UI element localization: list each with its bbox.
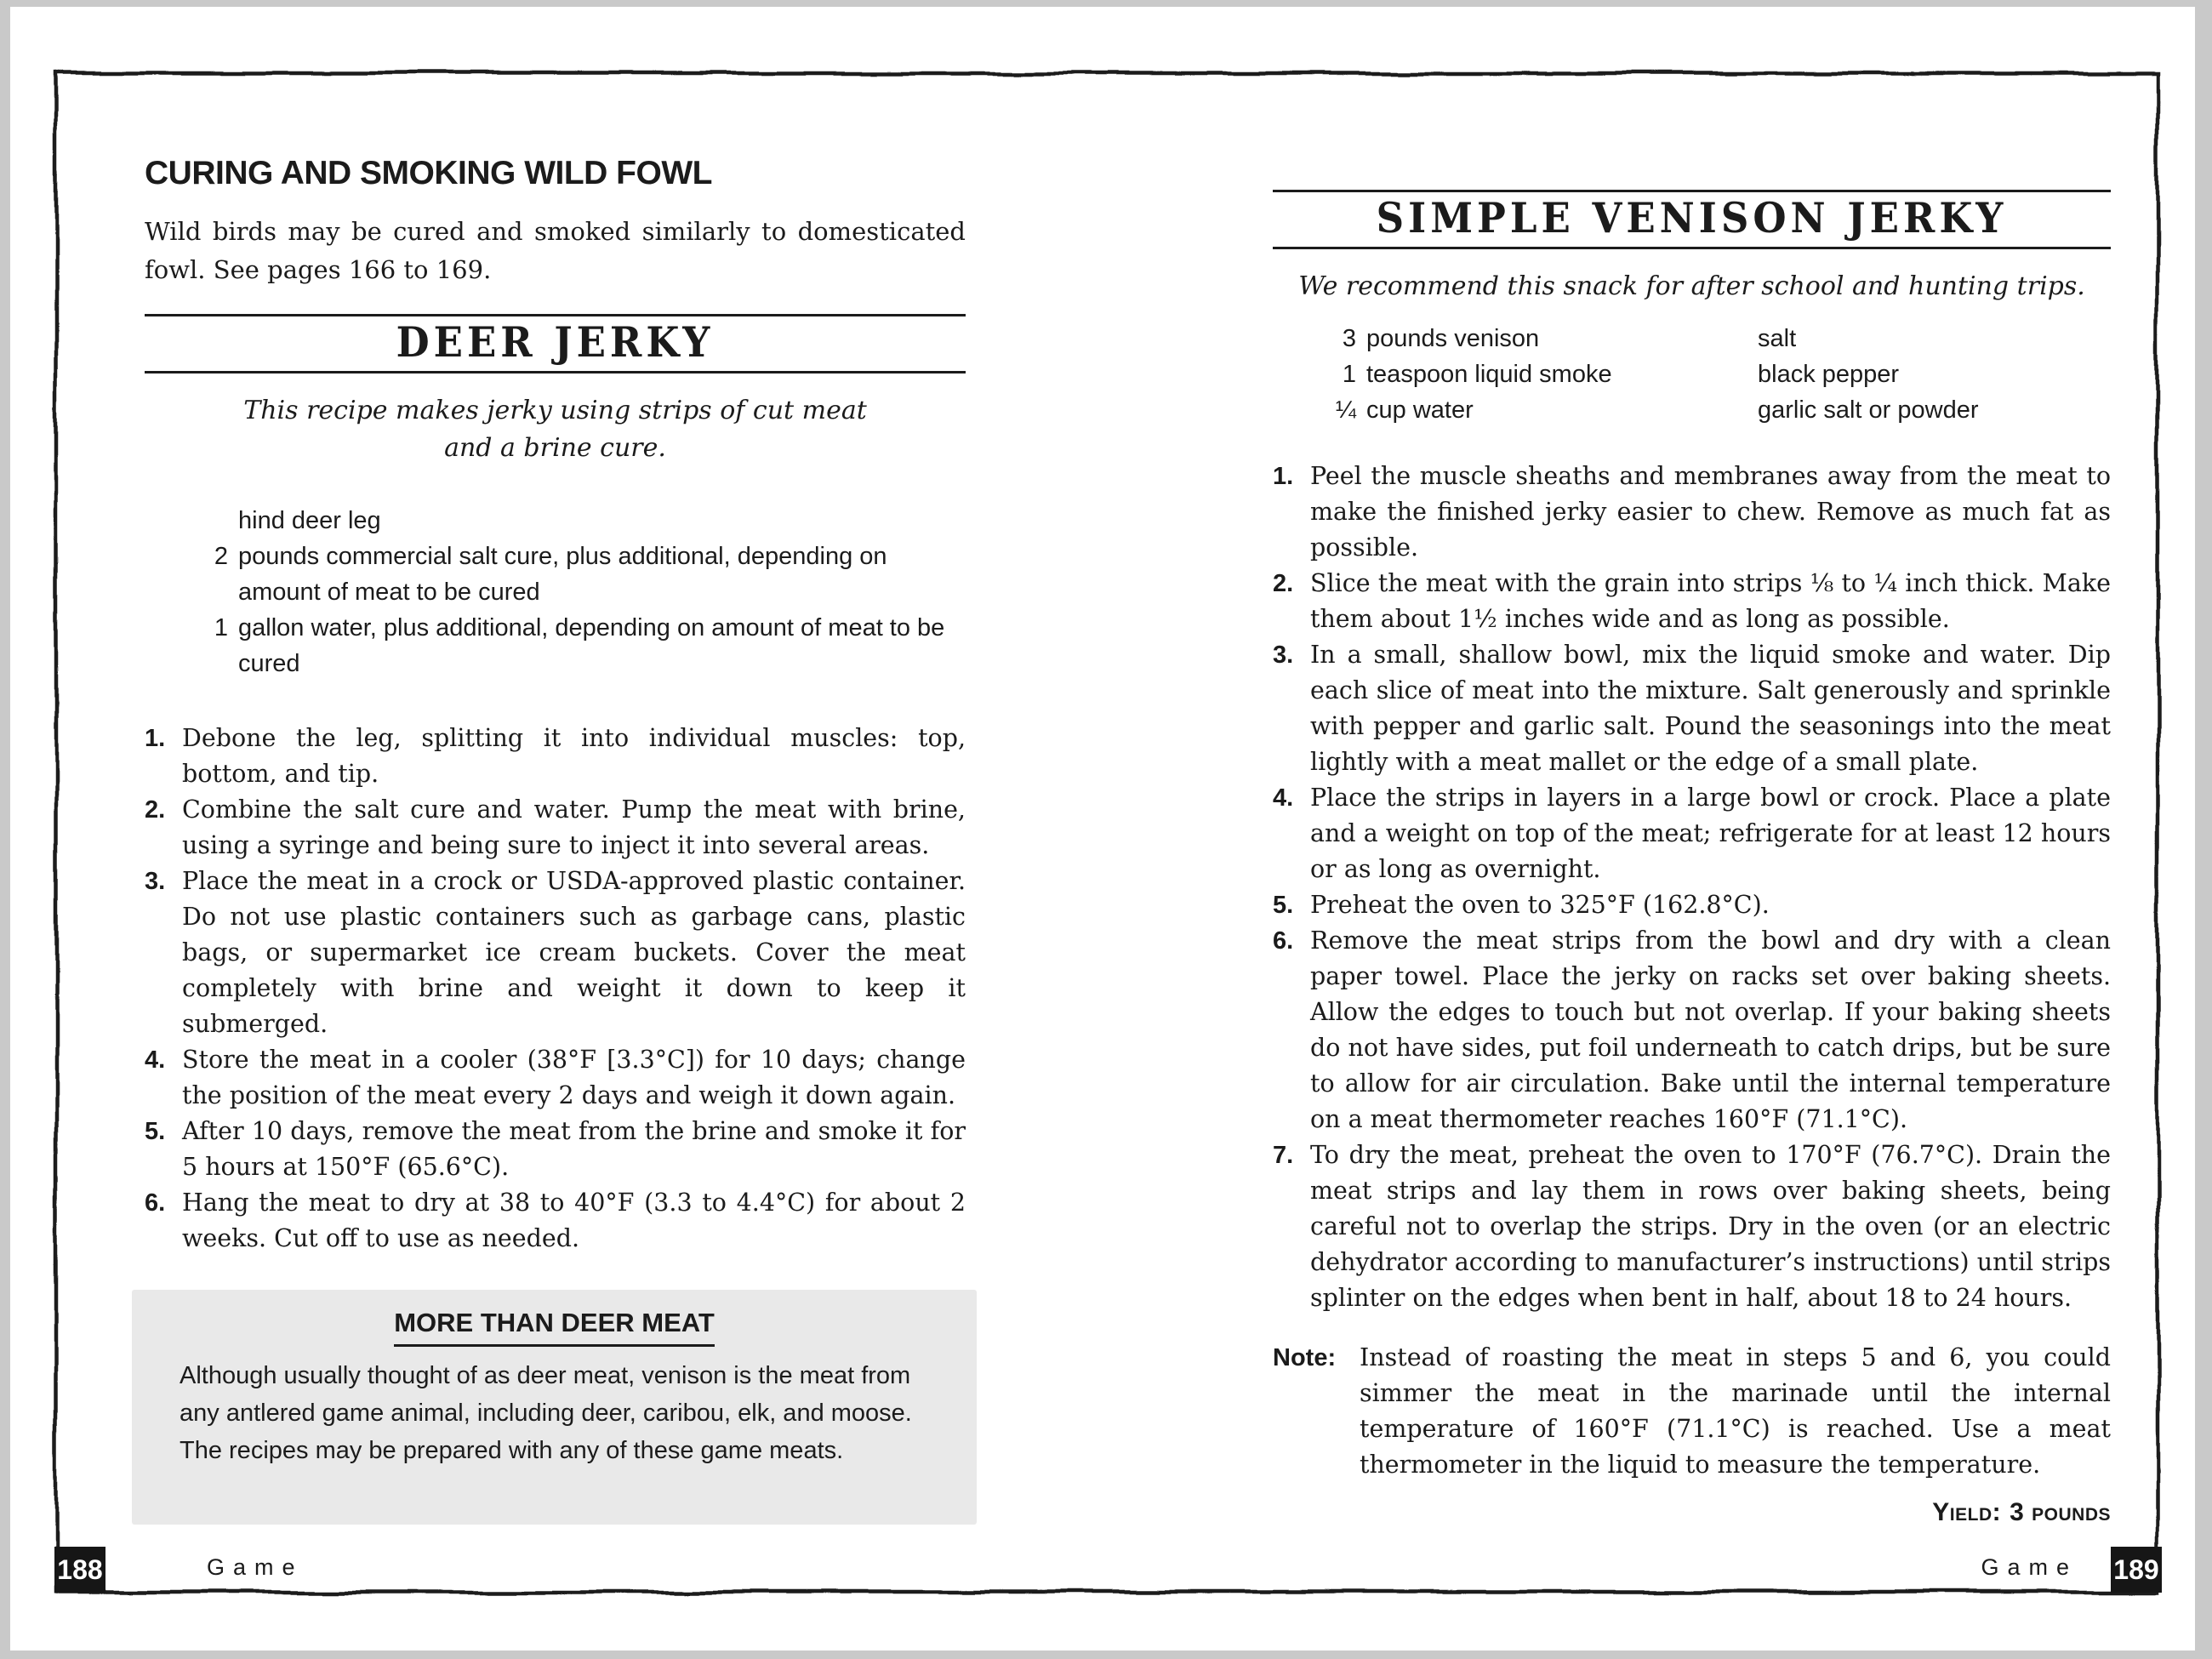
venison-jerky-steps	[1273, 459, 2111, 1316]
step-text: In a small, shallow bowl, mix the liquid smoke and water. Dip each slice of meat into the mixture. Salt generously and sprinkle with pepper and garlic salt. Pound the seasonings into the meat lightly with a meat mallet or the edge of a small plate.	[1310, 641, 2111, 776]
right-page-column	[1273, 166, 2111, 1527]
step-item	[1273, 459, 2111, 566]
deer-jerky-title-block	[145, 314, 966, 373]
deer-jerky-ingredients	[145, 503, 966, 681]
ingredient-qty: 2	[214, 543, 228, 570]
ingredient-row	[145, 539, 966, 610]
ingredient-qty: 1	[1342, 361, 1356, 388]
ingredient-text: gallon water, plus additional, depending on amount of meat to be cured	[238, 614, 945, 677]
step-number: 3.	[145, 868, 166, 895]
step-number: 4.	[145, 1046, 166, 1074]
step-text: Remove the meat strips from the bowl and dry with a clean paper towel. Place the jerky on racks set over baking sheets. Allow the edges to touch but not overlap. If your baking sheets do not have sides, put foil underneath to catch drips, but be sure to allow for air circulation. Bake until the internal temperature on a meat thermometer reaches 160°F (71.1°C).	[1310, 926, 2111, 1133]
ingredient-row	[1273, 392, 2111, 428]
running-footer-left: Game	[207, 1554, 304, 1580]
page-number: 188	[57, 1554, 103, 1585]
more-than-deer-meat-sidebar	[132, 1290, 977, 1525]
venison-jerky-ingredients	[1273, 321, 2111, 428]
ingredient-text: hind deer leg	[238, 507, 381, 534]
step-item	[1273, 887, 2111, 923]
running-footer-right: Game	[1981, 1554, 2078, 1580]
ingredient-text: teaspoon liquid smoke	[1366, 361, 1612, 388]
step-number: 2.	[145, 796, 166, 824]
step-item	[145, 721, 966, 792]
tagline-line-1: This recipe makes jerky using strips of cut meat	[243, 396, 867, 425]
yield-line	[1273, 1498, 2111, 1527]
yield-label: Yield:	[1932, 1498, 2002, 1526]
step-number: 1.	[1273, 463, 1294, 490]
step-item	[1273, 637, 2111, 780]
step-text: Combine the salt cure and water. Pump the meat with brine, using a syringe and being sure to inject it into several areas.	[182, 795, 966, 859]
step-item	[145, 1042, 966, 1114]
step-number: 1.	[145, 725, 166, 752]
ingredient-col2: garlic salt or powder	[1758, 396, 1979, 424]
step-text: Hang the meat to dry at 38 to 40°F (3.3 to 4.4°C) for about 2 weeks. Cut off to use as needed.	[182, 1189, 966, 1252]
step-item	[1273, 780, 2111, 887]
deer-jerky-steps	[145, 721, 966, 1257]
step-item	[145, 1185, 966, 1257]
recipe-note	[1273, 1340, 2111, 1483]
step-text: Preheat the oven to 325°F (162.8°C).	[1310, 891, 1770, 919]
page-number-badge-left	[54, 1547, 105, 1593]
note-label: Note:	[1273, 1344, 1337, 1371]
step-text: Debone the leg, splitting it into individual muscles: top, bottom, and tip.	[182, 724, 966, 788]
step-text: Place the meat in a crock or USDA-approved plastic container. Do not use plastic containers such as garbage cans, plastic bags, or supermarket ice cream buckets. Cover the meat completely with brine and weight it down to keep it submerged.	[182, 867, 966, 1038]
sidebar-title: MORE THAN DEER MEAT	[394, 1308, 715, 1347]
tagline-line-2: and a brine cure.	[444, 433, 666, 463]
step-text: Peel the muscle sheaths and membranes away from the meat to make the finished jerky easier to chew. Remove as much fat as possible.	[1310, 462, 2111, 562]
step-number: 5.	[145, 1118, 166, 1145]
step-text: To dry the meat, preheat the oven to 170°F (76.7°C). Drain the meat strips and lay them in rows over baking sheets, being careful not to overlap the strips. Dry in the oven (or an electric dehydrator according to manufacturer’s instructions) until strips splinter on the edges when bent in half, about 18 to 24 hours.	[1310, 1141, 2111, 1312]
step-item	[1273, 923, 2111, 1137]
section-intro-paragraph: Wild birds may be cured and smoked similarly to domesticated fowl. See pages 166 to 169.	[145, 217, 966, 284]
ingredient-col2: black pepper	[1758, 361, 1900, 388]
ingredient-row	[1273, 356, 2111, 392]
ingredient-row	[145, 610, 966, 681]
step-number: 3.	[1273, 641, 1294, 669]
left-page-column	[145, 155, 966, 1257]
recipe-title-simple-venison-jerky: SIMPLE VENISON JERKY	[1376, 193, 2008, 243]
ingredient-col2: salt	[1758, 325, 1797, 352]
page-number-badge-right	[2111, 1547, 2162, 1593]
page-number: 189	[2113, 1554, 2159, 1585]
ingredient-text: pounds venison	[1366, 325, 1540, 352]
ingredient-qty	[197, 503, 228, 539]
note-text: Instead of roasting the meat in steps 5 and 6, you could simmer the meat in the marinade until the internal temperature of 160°F (71.1°C) is reached. Use a meat thermometer in the liquid to measure the temperature.	[1360, 1343, 2111, 1479]
ingredient-row	[1273, 321, 2111, 356]
ingredient-text: cup water	[1366, 396, 1474, 424]
step-text: After 10 days, remove the meat from the brine and smoke it for 5 hours at 150°F (65.6°C).	[182, 1117, 966, 1181]
section-heading: CURING AND SMOKING WILD FOWL	[145, 155, 712, 191]
recipe-title-deer-jerky: DEER JERKY	[396, 317, 715, 368]
venison-jerky-tagline: We recommend this snack for after school and hunting trips.	[1298, 271, 2085, 301]
ingredient-qty: ¼	[1335, 396, 1356, 424]
venison-jerky-title-block	[1273, 190, 2111, 249]
step-item	[145, 1114, 966, 1185]
step-item	[145, 864, 966, 1042]
ingredient-qty: 1	[214, 614, 228, 641]
step-text: Store the meat in a cooler (38°F [3.3°C]) for 10 days; change the position of the meat every 2 days and weigh it down again.	[182, 1046, 966, 1109]
step-number: 6.	[145, 1189, 166, 1217]
ingredient-text: pounds commercial salt cure, plus additional, depending on amount of meat to be cured	[238, 543, 887, 606]
step-text: Place the strips in layers in a large bowl or crock. Place a plate and a weight on top of the meat; refrigerate for at least 12 hours or as long as overnight.	[1310, 784, 2111, 883]
step-number: 4.	[1273, 784, 1294, 812]
step-item	[1273, 1137, 2111, 1316]
step-number: 2.	[1273, 570, 1294, 597]
step-number: 5.	[1273, 892, 1294, 919]
ingredient-qty: 3	[1342, 325, 1356, 352]
sidebar-body: Although usually thought of as deer meat, venison is the meat from any antlered game animal, including deer, caribou, elk, and moose. The recipes may be prepared with any of these game meats.	[180, 1362, 912, 1464]
step-number: 7.	[1273, 1142, 1294, 1169]
step-item	[1273, 566, 2111, 637]
ingredient-row	[145, 503, 966, 539]
step-item	[145, 792, 966, 864]
step-text: Slice the meat with the grain into strips ⅛ to ¼ inch thick. Make them about 1½ inches wide and as long as possible.	[1310, 569, 2111, 633]
deer-jerky-tagline	[145, 392, 966, 467]
yield-value: 3 pounds	[2010, 1498, 2111, 1526]
step-number: 6.	[1273, 927, 1294, 955]
